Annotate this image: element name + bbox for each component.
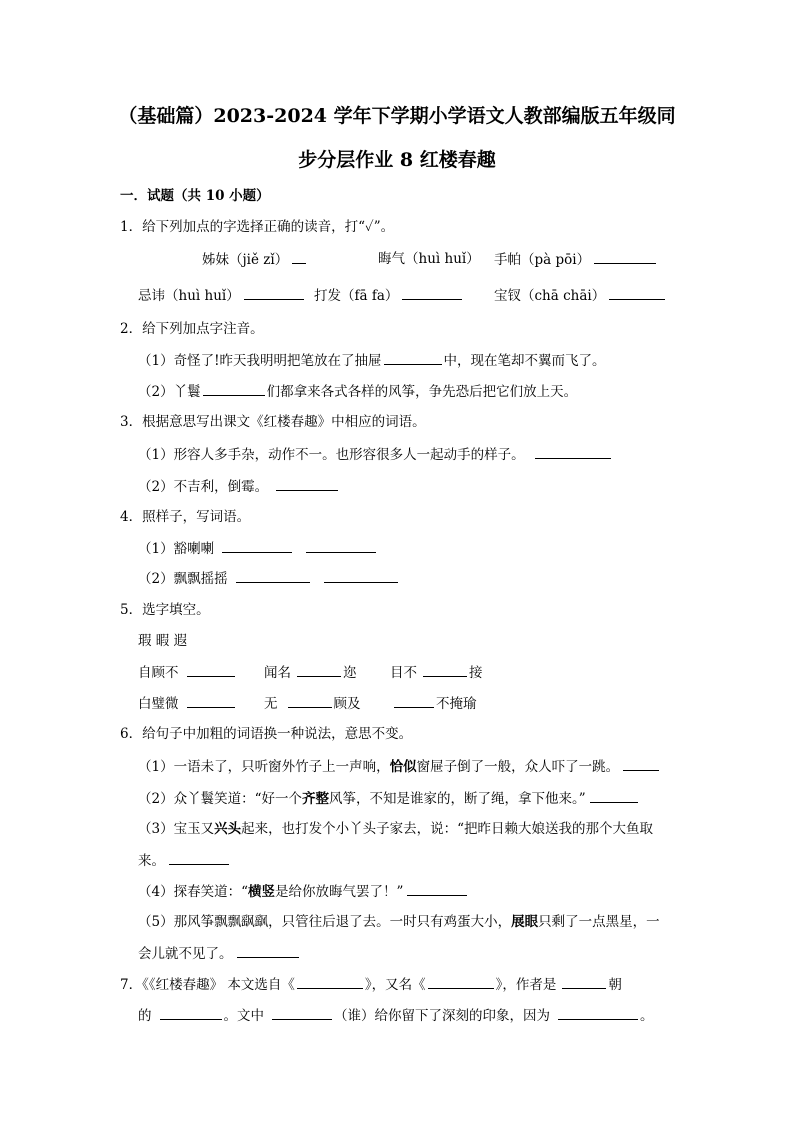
q1-item-f — [494, 286, 669, 305]
q7-text-d: 朝 — [608, 977, 622, 993]
q3-1-blank[interactable] — [535, 445, 611, 459]
q7-text-c: 》，作者是 — [495, 977, 557, 993]
q6-sub-1 — [138, 757, 663, 776]
q1-item-a — [202, 250, 310, 269]
q6-1-blank[interactable] — [623, 757, 659, 771]
q7-blank-dynasty[interactable] — [562, 975, 606, 989]
q5-c-text-2: 接 — [469, 665, 483, 681]
q6-5-text-c: 只剩了一点黑星，一 — [538, 914, 660, 930]
q2-2-text-a: （2）丫鬟 — [138, 384, 201, 400]
q2-stem: 2．给下列加点字注音。 — [120, 321, 264, 337]
q7-line-1 — [120, 975, 622, 994]
q6-2-text-a: （2）众丫鬟笑道：“好一个 — [138, 791, 302, 807]
section-heading: 一．试题（共 10 小题） — [120, 188, 270, 204]
q5-d-blank[interactable] — [187, 694, 235, 708]
q1-item-e — [314, 286, 466, 305]
q7-blank-alt-name[interactable] — [428, 975, 494, 989]
q6-sub-2 — [138, 789, 642, 808]
q6-4-text-a: （4）探春笑道：“ — [138, 884, 248, 900]
q4-2-blank-1[interactable] — [236, 569, 310, 583]
page-title-line-2: 步分层作业 8 红楼春趣 — [298, 149, 496, 171]
q6-5-text-a: （5）那风筝飘飘飖飖，只管往后退了去。一时只有鸡蛋大小， — [138, 914, 512, 930]
q1-a-text: 姊妹（jiě zǐ） — [202, 252, 289, 268]
q4-sub-2 — [138, 569, 402, 588]
q2-1-text-b: 中，现在笔却不翼而飞了。 — [443, 353, 606, 369]
q6-5-blank[interactable] — [237, 944, 299, 958]
q6-4-blank[interactable] — [407, 882, 467, 896]
q6-3-text-a: （3）宝玉又 — [138, 821, 215, 837]
q2-2-blank[interactable] — [203, 382, 265, 396]
q2-1-text-a: （1）奇怪了!昨天我明明把笔放在了抽屉 — [138, 353, 382, 369]
q5-b-text-1: 闻名 — [264, 665, 291, 681]
q3-sub-1 — [138, 445, 615, 464]
q3-2-text: （2）不吉利，倒霉。 — [138, 479, 269, 495]
q5-a-blank[interactable] — [187, 663, 235, 677]
q6-3-bold-word: 兴头 — [214, 821, 242, 837]
q4-1-blank-1[interactable] — [222, 539, 292, 553]
q4-stem: 4．照样子，写词语。 — [120, 509, 251, 525]
q5-e-text-1: 无 — [264, 696, 278, 712]
q5-b-blank[interactable] — [297, 663, 341, 677]
q5-c-text-1: 目不 — [390, 665, 417, 681]
q1-d-text: 忌讳（huì huǐ） — [138, 288, 240, 304]
page-title-line-1: （基础篇）2023-2024 学年下学期小学语文人教部编版五年级同 — [118, 105, 676, 127]
q1-e-blank[interactable] — [402, 286, 462, 300]
q6-4-bold-word: 横竖 — [248, 884, 275, 900]
q5-item-e — [264, 694, 361, 713]
q1-c-text: 手帕（pà pōi） — [494, 252, 591, 268]
q5-c-blank[interactable] — [423, 663, 467, 677]
q7-text-b: 》，又名《 — [364, 977, 426, 993]
q6-2-blank[interactable] — [590, 789, 638, 803]
q5-item-d — [138, 694, 239, 713]
q5-stem: 5．选字填空。 — [120, 602, 210, 618]
q5-b-text-2: 迩 — [343, 665, 357, 681]
q3-2-blank[interactable] — [276, 477, 338, 491]
q6-sub-4 — [138, 882, 471, 901]
q6-3-blank[interactable] — [169, 851, 229, 865]
q6-2-text-c: 风筝，不知是谁家的，断了绳，拿下他来。” — [329, 791, 586, 807]
q7-text-g: （谁）给你留下了深刻的印象，因为 — [334, 1008, 550, 1024]
q6-stem: 6．给句子中加粗的词语换一种说法，意思不变。 — [120, 726, 413, 742]
q6-sub-3-cont — [138, 851, 233, 870]
q6-5-text-d: 会儿就不见了。 — [138, 946, 233, 962]
q4-2-text: （2）飘飘摇摇 — [138, 571, 228, 587]
q1-c-blank[interactable] — [594, 250, 656, 264]
q5-f-blank[interactable] — [394, 694, 434, 708]
q5-char-choices: 瑕 暇 遐 — [138, 633, 188, 649]
q2-2-text-b: 们都拿来各式各样的风筝，争先恐后把它们放上天。 — [266, 384, 578, 400]
q6-1-bold-word: 恰似 — [389, 759, 417, 775]
q6-1-text-a: （1）一语未了，只听窗外竹子上一声响， — [138, 759, 390, 775]
q7-text-e: 的 — [138, 1008, 152, 1024]
q5-item-f — [394, 694, 477, 713]
q3-stem: 3．根据意思写出课文《红楼春趣》中相应的词语。 — [120, 414, 426, 430]
q3-1-text: （1）形容人多手杂，动作不一。也形容很多人一起动手的样子。 — [138, 447, 525, 463]
q5-e-blank[interactable] — [288, 694, 332, 708]
q5-item-a — [138, 663, 239, 682]
q4-1-text: （1）豁喇喇 — [138, 541, 215, 557]
q2-sub-1 — [138, 351, 606, 370]
q6-sub-3 — [138, 820, 653, 838]
q5-item-c — [390, 663, 483, 682]
q6-3-text-c: 起来，也打发个小丫头子家去，说：“把昨日赖大娘送我的那个大鱼取 — [241, 821, 653, 837]
q1-item-b: 晦气（huì huǐ） — [378, 251, 480, 267]
q5-item-b — [264, 663, 357, 682]
q1-item-d — [138, 286, 308, 305]
q5-f-text: 不掩瑜 — [436, 696, 477, 712]
q6-2-bold-word: 齐整 — [302, 791, 329, 807]
q7-line-2 — [138, 1006, 654, 1025]
q4-sub-1 — [138, 539, 380, 558]
q6-1-text-c: 窗屉子倒了一般，众人吓了一跳。 — [416, 759, 620, 775]
q1-a-blank[interactable] — [292, 250, 306, 264]
q2-sub-2 — [138, 382, 577, 401]
q1-d-blank[interactable] — [244, 286, 304, 300]
q4-2-blank-2[interactable] — [324, 569, 398, 583]
q5-a-text: 自顾不 — [138, 665, 179, 681]
q7-blank-reason[interactable] — [558, 1006, 638, 1020]
q7-text-h: 。 — [640, 1008, 654, 1024]
q7-blank-character[interactable] — [272, 1006, 332, 1020]
q2-1-blank[interactable] — [384, 351, 442, 365]
q7-text-a: 7．《《红楼春趣》 本文选自《 — [120, 977, 295, 993]
q1-item-c — [494, 250, 660, 269]
q4-1-blank-2[interactable] — [306, 539, 376, 553]
q6-4-text-c: 是给你放晦气罢了！” — [275, 884, 404, 900]
q1-e-text: 打发（fā fa） — [314, 288, 399, 304]
q7-blank-source[interactable] — [297, 975, 363, 989]
q1-stem: 1．给下列加点的字选择正确的读音，打“✓”。 — [120, 219, 395, 235]
q7-text-f: 。文中 — [223, 1008, 264, 1024]
q6-5-bold-word: 展眼 — [511, 914, 539, 930]
q5-e-text-2: 顾及 — [333, 696, 361, 712]
q1-f-text: 宝钗（chā chāi） — [494, 288, 606, 304]
q6-3-text-d: 来。 — [138, 853, 165, 869]
q6-sub-5-cont — [138, 944, 303, 963]
q7-blank-author[interactable] — [160, 1006, 222, 1020]
q3-sub-2 — [138, 477, 342, 496]
q1-f-blank[interactable] — [609, 286, 665, 300]
q5-d-text: 白璧微 — [138, 696, 179, 712]
q6-sub-5 — [138, 913, 660, 931]
